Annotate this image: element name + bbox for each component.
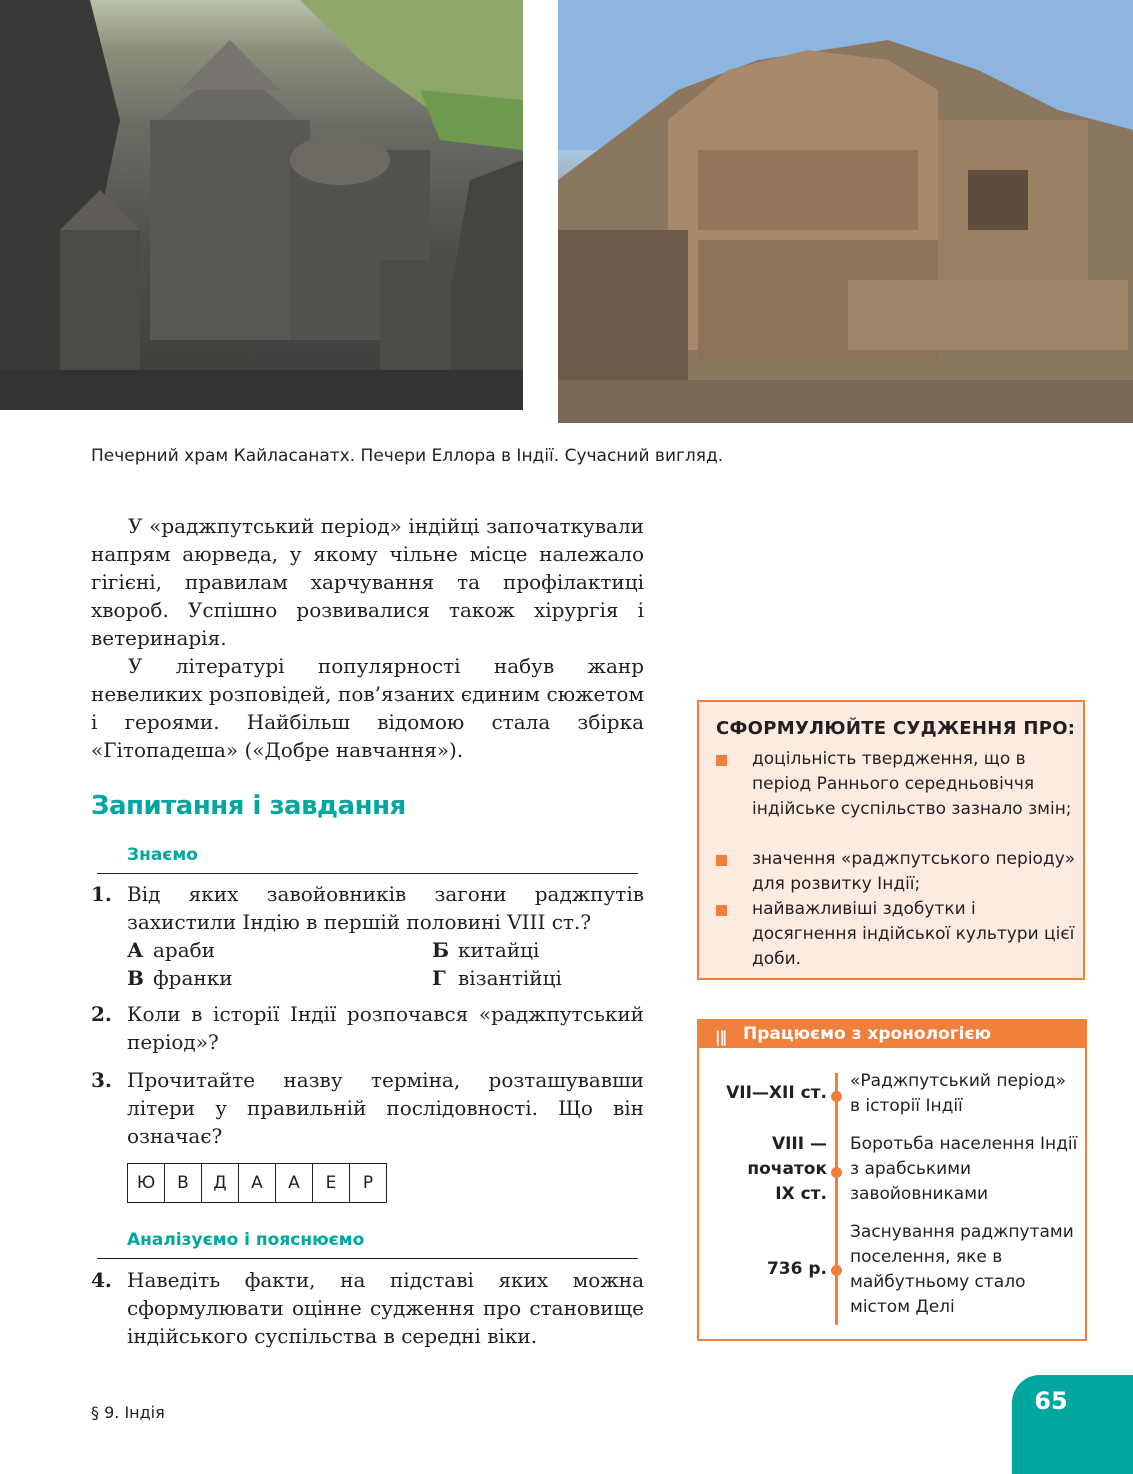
question-4 [91, 1266, 644, 1350]
timeline-line [835, 1073, 838, 1325]
question-number: 1. [91, 882, 112, 906]
page-number: 65 [1034, 1387, 1068, 1415]
question-1 [91, 880, 644, 936]
option-a[interactable] [127, 936, 215, 964]
temple-aerial-illustration [0, 0, 523, 410]
temple-facade-illustration [558, 0, 1133, 423]
letter-cell: Ю [128, 1164, 165, 1202]
letter-cell: Е [313, 1164, 350, 1202]
letter-cell: В [165, 1164, 202, 1202]
photo-caption: Печерний храм Кайласанатх. Печери Еллора в Індії. Сучасний вигляд. [91, 446, 724, 466]
footer-section-label: § 9. Індія [91, 1403, 165, 1422]
option-text: франки [153, 966, 233, 990]
option-letter: В [127, 966, 144, 990]
timeline-event: Боротьба населення Індії з арабськими завойовниками [850, 1134, 1078, 1204]
judgement-item-text: значення «раджпутського періоду» для розвитку Індії; [752, 849, 1076, 894]
subhead-know: Знаємо [127, 845, 198, 865]
timeline-date: VII—XII ст. [726, 1083, 827, 1103]
square-bullet-icon [716, 755, 727, 766]
question-text: Прочитайте назву терміна, розташувавши літери у правильній послідовності. Що він означає? [127, 1068, 644, 1148]
timeline-dot [831, 1265, 842, 1276]
chronology-box [697, 1019, 1087, 1341]
timeline-dot [831, 1091, 842, 1102]
judgement-item-text: найважливіші здобутки і досягнення індійської культури цієї доби. [752, 899, 1075, 969]
question-3 [91, 1066, 644, 1150]
question-number: 2. [91, 1002, 112, 1026]
option-c[interactable] [127, 964, 233, 992]
option-d[interactable] [432, 964, 562, 992]
judgement-item [716, 747, 1076, 822]
square-bullet-icon [716, 905, 727, 916]
judgement-box [697, 700, 1085, 980]
question-text: Коли в історії Індії розпочався «раджпутський період»? [127, 1002, 644, 1054]
option-b[interactable] [432, 936, 539, 964]
page-number-tab [1012, 1375, 1133, 1474]
photo-kailasa-facade [558, 0, 1133, 423]
option-letter: Г [432, 966, 446, 990]
section-title: Запитання і завдання [91, 791, 406, 821]
judgement-item [716, 897, 1076, 972]
chronology-title: Працюємо з хронологією [743, 1024, 992, 1044]
timeline-event: «Раджпутський період» в історії Індії [850, 1071, 1066, 1116]
judgement-box-title: СФОРМУЛЮЙТЕ СУДЖЕННЯ ПРО: [716, 718, 1076, 739]
letter-scramble-grid [127, 1163, 387, 1203]
photo-kailasa-top-view [0, 0, 523, 410]
option-letter: А [127, 938, 144, 962]
option-text: китайці [458, 938, 540, 962]
question-2 [91, 1000, 644, 1056]
timeline-date: VIII — початок IX ст. [747, 1134, 827, 1204]
letter-cell: Д [202, 1164, 239, 1202]
option-text: візантійці [458, 966, 562, 990]
letter-cell: Р [362, 1173, 374, 1193]
question-text: Від яких завойовників загони раджпутів захистили Індію в першій половині VIII ст.? [127, 882, 644, 934]
paragraph-ayurveda: У «раджпутський період» індійці започаткували напрям аюрведа, у якому чільне місце належало гігієні, правилам харчування та профілактиці хвороб. Успішно розвивалися також хірургія і ветеринарія. [91, 514, 644, 650]
letter-cell: А [239, 1164, 276, 1202]
question-number: 4. [91, 1268, 112, 1292]
question-number: 3. [91, 1068, 112, 1092]
option-letter: Б [432, 938, 450, 962]
judgement-item [716, 847, 1076, 897]
square-bullet-icon [716, 855, 727, 866]
timeline-event: Заснування раджпутами поселення, яке в майбутньому стало містом Делі [850, 1222, 1074, 1317]
paragraph-literature: У літературі популярності набув жанр невеликих розповідей, пов’язаних єдиним сюжетом і героями. Найбільш відомою стала збірка «Гітопадеша» («Добре навчання»). [91, 654, 644, 762]
chronology-bars-icon: |‖ [715, 1028, 726, 1046]
chronology-header [699, 1021, 1085, 1048]
body-paragraphs [91, 512, 644, 764]
timeline-dot [831, 1167, 842, 1178]
divider-know [97, 873, 638, 874]
subhead-analyze: Аналізуємо і пояснюємо [127, 1230, 365, 1250]
question-text: Наведіть факти, на підставі яких можна сформулювати оцінне судження про становище індійського суспільства в середні віки. [127, 1268, 644, 1348]
judgement-item-text: доцільність твердження, що в період Раннього середньовіччя індійське суспільство зазнало змін; [752, 749, 1072, 819]
letter-cell: А [276, 1164, 313, 1202]
divider-analyze [97, 1258, 638, 1259]
option-text: араби [153, 938, 216, 962]
timeline-date: 736 р. [766, 1259, 827, 1279]
